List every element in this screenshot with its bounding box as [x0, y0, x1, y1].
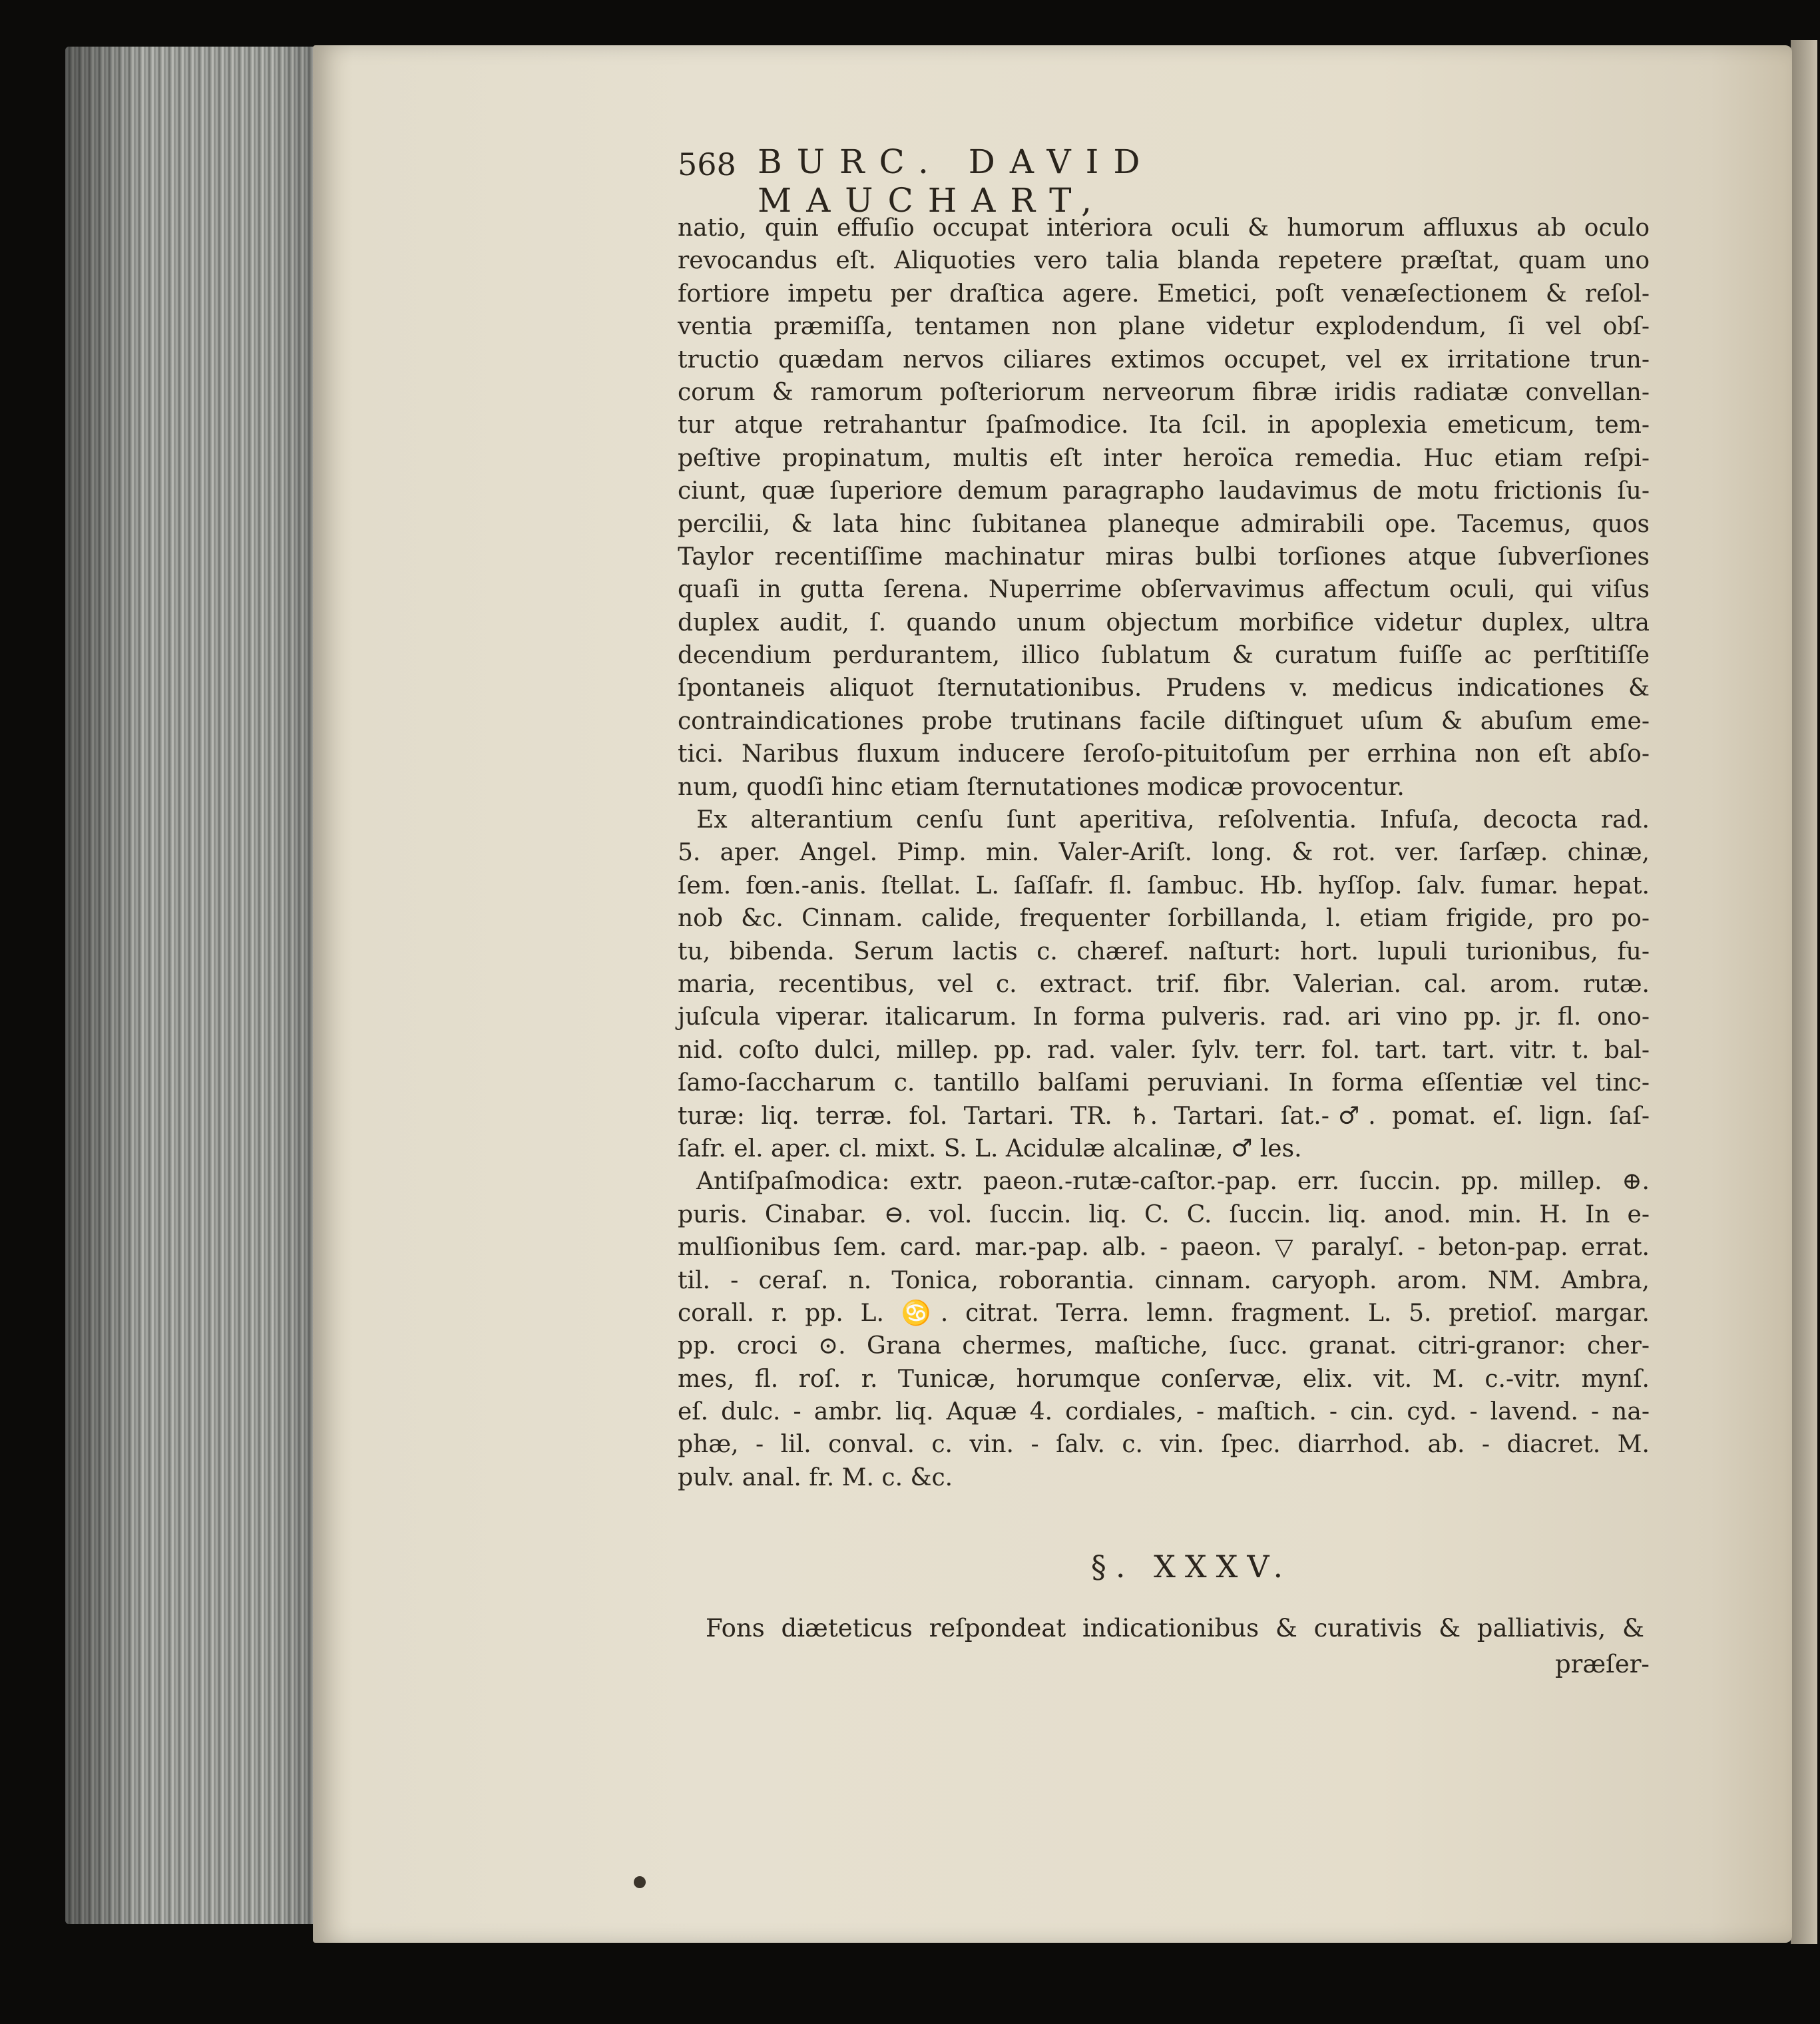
text-line: eſ. dulc. - ambr. liq. Aquæ 4. cordiales, - maſtich. - cin. cyd. - lavend. - na- — [678, 1398, 1650, 1426]
text-line: fortiore impetu per draſtica agere. Emetici, poſt venæſectionem & reſol- — [678, 280, 1650, 308]
text-line: duplex audit, ſ. quando unum objectum morbifice videtur duplex, ultra — [678, 609, 1650, 636]
text-line: maria, recentibus, vel c. extract. trif. fibr. Valerian. cal. arom. rutæ. — [678, 970, 1650, 998]
text-line: ſpontaneis aliquot ſternutationibus. Prudens v. medicus indicationes & — [678, 674, 1650, 702]
text-line: turæ: liq. terræ. fol. Tartari. TR. ♄. Tartari. ſat.-♂. pomat. eſ. lign. ſaſ- — [678, 1102, 1650, 1130]
facing-page-edge — [1791, 40, 1817, 1944]
text-line: mes, fl. roſ. r. Tunicæ, horumque conſervæ, elix. vit. M. c.-vitr. mynſ. — [678, 1365, 1650, 1393]
text-line: phæ, - lil. conval. c. vin. - ſalv. c. vin. ſpec. diarrhod. ab. - diacret. M. — [678, 1431, 1650, 1459]
text-line: Ex alterantium cenſu ſunt aperitiva, reſolventia. Infuſa, decocta rad. — [696, 806, 1650, 834]
text-line: juſcula viperar. italicarum. In forma pulveris. rad. ari vino pp. jr. fl. ono- — [678, 1003, 1650, 1031]
text-line: natio, quin effuſio occupat interiora oculi & humorum affluxus ab oculo — [678, 214, 1650, 242]
text-line: Antiſpaſmodica: extr. paeon.-rutæ-caſtor.-pap. err. ſuccin. pp. millep. ⊕. — [696, 1168, 1650, 1196]
text-line: revocandus eſt. Aliquoties vero talia blanda repetere præſtat, quam uno — [678, 247, 1650, 275]
text-line: nob &c. Cinnam. calide, frequenter ſorbillanda, l. etiam frigide, pro po- — [678, 905, 1650, 933]
section-heading: §. XXXV. — [1090, 1549, 1293, 1585]
text-line: pp. croci ⊙. Grana chermes, maſtiche, ſucc. granat. citri-granor: cher- — [678, 1332, 1650, 1360]
text-line: tu, bibenda. Serum lactis c. chæref. naſturt: hort. lupuli turionibus, fu- — [678, 937, 1650, 965]
catchword: præſer- — [1555, 1650, 1650, 1678]
text-line: pulv. anal. fr. M. c. &c. — [678, 1463, 953, 1491]
section-first-line: Fons diæteticus reſpondeat indicationibus & curativis & palliativis, & — [706, 1614, 1644, 1643]
text-line: nid. coſto dulci, millep. pp. rad. valer. ſylv. terr. fol. tart. tart. vitr. t. bal- — [678, 1036, 1650, 1064]
page-block-shadow — [65, 47, 325, 1924]
text-line: tructio quædam nervos ciliares extimos occupet, vel ex irritatione trun- — [678, 346, 1650, 374]
text-line: puris. Cinabar. ⊖. vol. ſuccin. liq. C. C. ſuccin. liq. anod. min. H. In e- — [678, 1200, 1650, 1228]
text-line: quaſi in gutta ſerena. Nuperrime obſervavimus affectum oculi, qui viſus — [678, 576, 1650, 604]
text-line: ſem. fœn.-anis. ſtellat. L. ſaſſafr. fl. ſambuc. Hb. hyſſop. ſalv. fumar. hepat. — [678, 872, 1650, 899]
text-line: tici. Naribus fluxum inducere ſeroſo-pituitoſum per errhina non eſt abſo- — [678, 740, 1650, 768]
text-line: num, quodſi hinc etiam ſternutationes modicæ provocentur. — [678, 773, 1405, 801]
body-text — [678, 212, 1650, 1494]
text-line: corum & ramorum poſteriorum nerveorum fibræ iridis radiatæ convellan- — [678, 378, 1650, 406]
ink-spot — [634, 1876, 646, 1888]
text-line: ciunt, quæ ſuperiore demum paragrapho laudavimus de motu frictionis ſu- — [678, 477, 1650, 505]
running-head — [678, 142, 1516, 220]
text-line: 5. aper. Angel. Pimp. min. Valer-Ariſt. long. & rot. ver. ſarſæp. chinæ, — [678, 839, 1650, 867]
text-line: til. - ceraſ. n. Tonica, roborantia. cinnam. caryoph. arom. NM. Ambra, — [678, 1266, 1650, 1294]
text-line: decendium perdurantem, illico ſublatum & curatum fuiſſe ac perſtitiſſe — [678, 642, 1650, 670]
text-line: mulſionibus ſem. card. mar.-pap. alb. - paeon. ▽ paralyſ. - beton-pap. errat. — [678, 1234, 1650, 1262]
text-line: Taylor recentiſſime machinatur miras bulbi torſiones atque ſubverſiones — [678, 543, 1650, 571]
running-title: BURC. DAVID MAUCHART, — [758, 142, 1155, 220]
text-line: contraindicationes probe trutinans facile diſtinguet uſum & abuſum eme- — [678, 707, 1650, 735]
text-line: ſafr. el. aper. cl. mixt. S. L. Acidulæ alcalinæ, ♂ les. — [678, 1135, 1302, 1162]
text-line: corall. r. pp. L. ♋. citrat. Terra. lemn. fragment. L. 5. pretioſ. margar. — [678, 1299, 1650, 1327]
page-number: 568 — [678, 146, 736, 182]
text-line: percilii, & lata hinc ſubitanea planeque admirabili ope. Tacemus, quos — [678, 510, 1650, 538]
text-line: ſamo-ſaccharum c. tantillo balſami peruviani. In forma eſſentiæ vel tinc- — [678, 1069, 1650, 1097]
text-line: ventia præmiſſa, tentamen non plane videtur explodendum, ſi vel obſ- — [678, 313, 1650, 341]
text-line: peſtive propinatum, multis eſt inter heroïca remedia. Huc etiam reſpi- — [678, 444, 1650, 472]
text-line: tur atque retrahantur ſpaſmodice. Ita ſcil. in apoplexia emeticum, tem- — [678, 411, 1650, 439]
